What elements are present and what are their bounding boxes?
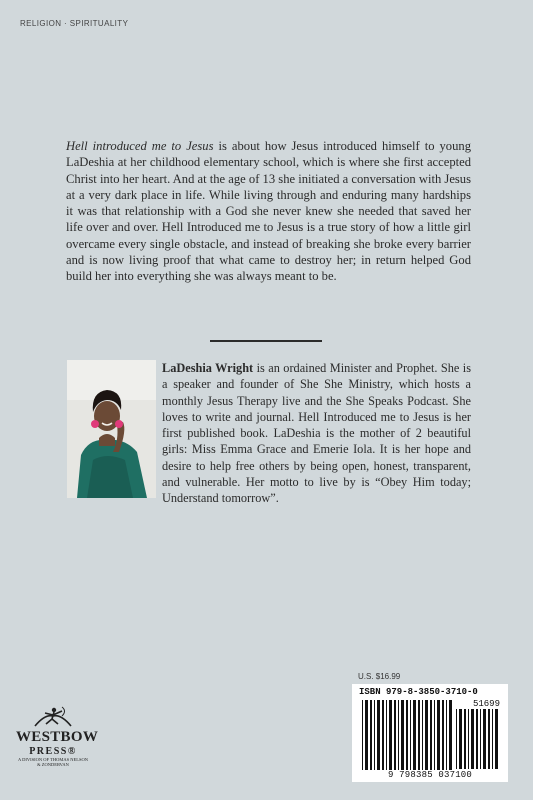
book-synopsis	[66, 138, 471, 285]
category-label: RELIGION · SPIRITUALITY	[20, 19, 129, 28]
author-name: LaDeshia Wright	[162, 361, 254, 375]
archer-icon	[33, 706, 73, 728]
barcode	[352, 684, 508, 782]
price-label: U.S. $16.99	[358, 672, 401, 681]
isbn-text: ISBN 979-8-3850-3710-0	[359, 687, 478, 697]
section-divider	[210, 340, 322, 342]
price-barcode-bars	[456, 709, 500, 769]
synopsis-title: Hell introduced me to Jesus	[66, 139, 214, 153]
publisher-division-1: A DIVISION OF THOMAS NELSON	[18, 757, 88, 762]
publisher-name: WESTBOW	[16, 729, 99, 745]
publisher-division-2: & ZONDERVAN	[37, 762, 69, 767]
publisher-logo	[16, 706, 99, 767]
author-bio-text: is an ordained Minister and Prophet. She is a speaker and founder of She She Ministry, which hosts a monthly Jesus Therapy live and the She Speaks Podcast. She loves to write and journal. Hell Introduced me to Jesus is her first published book. LaDeshia is the mother of 2 beautiful girls: Miss Emma Grace and Emerie Iola. It is her hope and desire to help free others by being open, honest, transparent, and vulnerable. Her motto to live by is “Obey Him today; Understand tomorrow”.	[162, 361, 471, 506]
barcode-digits: 9 798385 037100	[387, 770, 472, 780]
synopsis-text: is about how Jesus introduced himself to young LaDeshia at her childhood elementary school, which is where she first accepted Christ into her heart. And at the age of 13 she initiated a conversation with Jesus at a very dark place in life. While living through and enduring many hardships it was that relationship with a God she never knew she needed that saved her life over and over. Hell Introduced me to Jesus is a true story of how a little girl overcame every single obstacle, and instead of breaking she broke every barrier and is now living proof that what came to destroy her; in return helped God build her into everything she was always meant to be.	[66, 139, 472, 284]
publisher-press: PRESS®	[29, 746, 77, 757]
author-bio	[66, 360, 471, 507]
price-code: 51699	[472, 699, 500, 709]
barcode-bars	[362, 700, 454, 770]
